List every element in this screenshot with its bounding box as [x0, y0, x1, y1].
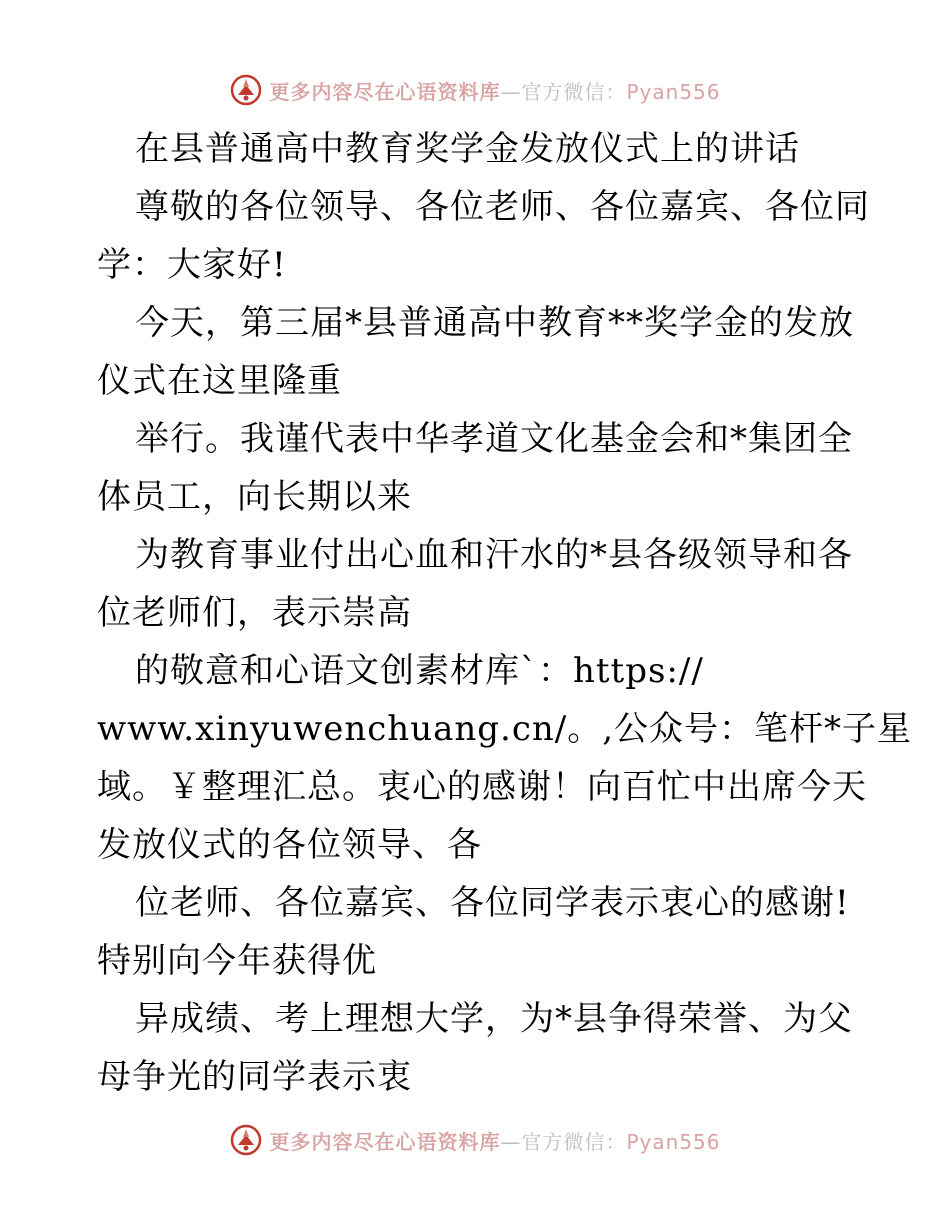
banner-lead: 更多内容尽在心语资料库: [269, 1129, 501, 1154]
text-line: 位老师们，表示崇高: [97, 593, 412, 633]
banner-label: 官方微信：: [521, 1129, 627, 1154]
footer-banner: [0, 1120, 950, 1160]
header-banner: [0, 70, 950, 110]
text-line: 位老师、各位嘉宾、各位同学表示衷心的感谢!: [135, 883, 850, 923]
text-line: 特别向今年获得优: [97, 941, 377, 981]
text-line: www.xinyuwenchuang.cn/。,公众号：笔杆*子星: [97, 709, 913, 749]
book-quill-icon: [229, 73, 263, 107]
text-line: 仪式在这里隆重: [97, 361, 342, 401]
text-line: 尊敬的各位领导、各位老师、各位嘉宾、各位同: [135, 187, 870, 227]
text-line: 学：大家好!: [97, 245, 287, 285]
book-quill-icon: [229, 1123, 263, 1157]
banner-text: [269, 1126, 720, 1155]
text-line: 今天，第三届*县普通高中教育**奖学金的发放: [135, 303, 854, 343]
banner-label: 官方微信：: [521, 79, 627, 104]
banner-wechat-id: Pyan556: [626, 1129, 721, 1154]
text-line: 域。￥整理汇总。衷心的感谢！向百忙中出席今天: [97, 767, 867, 807]
text-line: 异成绩、考上理想大学，为*县争得荣誉、为父: [135, 999, 853, 1039]
text-line: 举行。我谨代表中华孝道文化基金会和*集团全: [135, 419, 853, 459]
banner-lead: 更多内容尽在心语资料库: [269, 79, 501, 104]
text-line: 发放仪式的各位领导、各: [97, 825, 482, 865]
banner-wechat-id: Pyan556: [626, 79, 721, 104]
text-line: 的敬意和心语文创素材库`：https://: [135, 651, 704, 691]
banner-dash: —: [500, 1129, 522, 1154]
document-title: 在县普通高中教育奖学金发放仪式上的讲话: [135, 129, 800, 169]
banner-dash: —: [500, 79, 522, 104]
text-line: 为教育事业付出心血和汗水的*县各级领导和各: [135, 535, 853, 575]
text-line: 母争光的同学表示衷: [97, 1057, 412, 1097]
document-body: [97, 120, 913, 1106]
banner-text: [269, 76, 720, 105]
text-line: 体员工，向长期以来: [97, 477, 412, 517]
